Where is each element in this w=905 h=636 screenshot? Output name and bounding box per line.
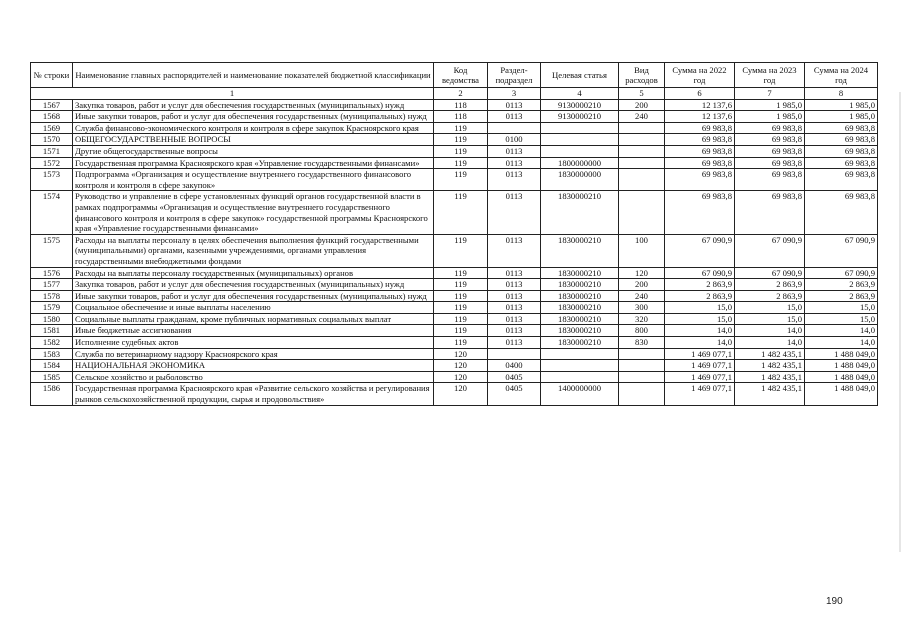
sum-2023-cell: 69 983,8 xyxy=(735,157,805,169)
department-code-cell: 119 xyxy=(434,313,488,325)
expense-kind-cell: 300 xyxy=(619,302,665,314)
sum-2022-cell: 69 983,8 xyxy=(665,157,735,169)
sum-2023-cell: 69 983,8 xyxy=(735,122,805,134)
table-row xyxy=(31,99,878,111)
table-row xyxy=(31,145,878,157)
department-code-cell: 119 xyxy=(434,279,488,291)
department-code-cell: 120 xyxy=(434,360,488,372)
row-name-cell: ОБЩЕГОСУДАРСТВЕННЫЕ ВОПРОСЫ xyxy=(73,134,434,146)
target-article-cell: 1830000210 xyxy=(541,279,619,291)
table-row xyxy=(31,169,878,191)
column-number: 4 xyxy=(541,88,619,100)
department-code-cell: 119 xyxy=(434,145,488,157)
expense-kind-cell xyxy=(619,157,665,169)
sum-2022-cell: 67 090,9 xyxy=(665,234,735,267)
table-row xyxy=(31,290,878,302)
row-name-cell: Расходы на выплаты персоналу в целях обеспечения выполнения функций государственными (муниципальными) органами, казенными учреждениями, органами управления государственными внебюджетными фондами xyxy=(73,234,434,267)
department-code-cell: 119 xyxy=(434,169,488,191)
sum-2024-cell: 69 983,8 xyxy=(805,191,878,234)
sum-2022-cell: 1 469 077,1 xyxy=(665,383,735,405)
row-name-cell: Служба финансово-экономического контроля и контроля в сфере закупок Красноярского края xyxy=(73,122,434,134)
sum-2023-cell: 14,0 xyxy=(735,337,805,349)
expense-kind-cell: 200 xyxy=(619,99,665,111)
section-cell xyxy=(488,122,541,134)
sum-2023-cell: 69 983,8 xyxy=(735,169,805,191)
table-row xyxy=(31,360,878,372)
section-cell: 0113 xyxy=(488,337,541,349)
row-name-cell: Иные закупки товаров, работ и услуг для обеспечения государственных (муниципальных) нужд xyxy=(73,111,434,123)
table-row xyxy=(31,191,878,234)
column-number-row xyxy=(31,88,878,100)
sum-2024-cell: 15,0 xyxy=(805,302,878,314)
expense-kind-cell: 240 xyxy=(619,290,665,302)
section-cell: 0113 xyxy=(488,169,541,191)
target-article-cell: 1830000210 xyxy=(541,191,619,234)
sum-2022-cell: 14,0 xyxy=(665,325,735,337)
section-cell: 0113 xyxy=(488,145,541,157)
expense-kind-cell: 800 xyxy=(619,325,665,337)
department-code-cell: 119 xyxy=(434,325,488,337)
table-row xyxy=(31,348,878,360)
department-code-cell: 120 xyxy=(434,371,488,383)
row-number-cell: 1573 xyxy=(31,169,73,191)
sum-2023-cell: 69 983,8 xyxy=(735,145,805,157)
department-code-cell: 120 xyxy=(434,383,488,405)
row-number-cell: 1580 xyxy=(31,313,73,325)
sum-2023-cell: 2 863,9 xyxy=(735,290,805,302)
column-number: 1 xyxy=(31,88,434,100)
row-number-cell: 1579 xyxy=(31,302,73,314)
department-code-cell: 119 xyxy=(434,302,488,314)
sum-2023-cell: 1 482 435,1 xyxy=(735,360,805,372)
row-number-cell: 1585 xyxy=(31,371,73,383)
target-article-cell: 1830000210 xyxy=(541,313,619,325)
expense-kind-cell: 830 xyxy=(619,337,665,349)
row-number-cell: 1570 xyxy=(31,134,73,146)
sum-2022-cell: 2 863,9 xyxy=(665,290,735,302)
row-name-cell: Иные бюджетные ассигнования xyxy=(73,325,434,337)
sum-2024-cell: 67 090,9 xyxy=(805,234,878,267)
table-row xyxy=(31,234,878,267)
sum-2024-cell: 2 863,9 xyxy=(805,279,878,291)
department-code-cell: 118 xyxy=(434,99,488,111)
budget-table xyxy=(30,62,878,406)
row-name-cell: Сельское хозяйство и рыболовство xyxy=(73,371,434,383)
department-code-cell: 119 xyxy=(434,234,488,267)
row-number-cell: 1574 xyxy=(31,191,73,234)
section-cell: 0113 xyxy=(488,279,541,291)
row-number-cell: 1584 xyxy=(31,360,73,372)
sum-2024-cell: 2 863,9 xyxy=(805,290,878,302)
table-row xyxy=(31,371,878,383)
table-row xyxy=(31,267,878,279)
section-cell: 0405 xyxy=(488,371,541,383)
table-row xyxy=(31,337,878,349)
sum-2023-cell: 1 482 435,1 xyxy=(735,348,805,360)
sum-2022-cell: 69 983,8 xyxy=(665,145,735,157)
row-name-cell: Служба по ветеринарному надзору Красноярского края xyxy=(73,348,434,360)
header-department-code: Код ведомства xyxy=(434,63,488,88)
department-code-cell: 119 xyxy=(434,267,488,279)
target-article-cell xyxy=(541,360,619,372)
row-number-cell: 1575 xyxy=(31,234,73,267)
sum-2022-cell: 15,0 xyxy=(665,313,735,325)
header-sum-2024: Сумма на 2024 год xyxy=(805,63,878,88)
row-number-cell: 1577 xyxy=(31,279,73,291)
expense-kind-cell: 100 xyxy=(619,234,665,267)
column-number: 2 xyxy=(434,88,488,100)
sum-2023-cell: 1 985,0 xyxy=(735,99,805,111)
sum-2024-cell: 14,0 xyxy=(805,325,878,337)
sum-2022-cell: 69 983,8 xyxy=(665,191,735,234)
expense-kind-cell xyxy=(619,122,665,134)
target-article-cell: 1830000210 xyxy=(541,267,619,279)
header-sum-2022: Сумма на 2022 год xyxy=(665,63,735,88)
header-name: Наименование главных распорядителей и наименование показателей бюджетной классификации xyxy=(73,63,434,88)
row-number-cell: 1582 xyxy=(31,337,73,349)
expense-kind-cell: 200 xyxy=(619,279,665,291)
expense-kind-cell xyxy=(619,348,665,360)
section-cell: 0113 xyxy=(488,157,541,169)
section-cell: 0113 xyxy=(488,267,541,279)
department-code-cell: 119 xyxy=(434,290,488,302)
sum-2023-cell: 15,0 xyxy=(735,313,805,325)
section-cell: 0113 xyxy=(488,290,541,302)
table-row xyxy=(31,157,878,169)
target-article-cell: 1800000000 xyxy=(541,157,619,169)
sum-2023-cell: 67 090,9 xyxy=(735,234,805,267)
table-body xyxy=(31,99,878,405)
sum-2024-cell: 14,0 xyxy=(805,337,878,349)
department-code-cell: 119 xyxy=(434,191,488,234)
row-name-cell: Закупка товаров, работ и услуг для обеспечения государственных (муниципальных) нужд xyxy=(73,279,434,291)
target-article-cell: 9130000210 xyxy=(541,111,619,123)
sum-2022-cell: 12 137,6 xyxy=(665,111,735,123)
sum-2024-cell: 1 985,0 xyxy=(805,111,878,123)
column-number: 3 xyxy=(488,88,541,100)
expense-kind-cell xyxy=(619,191,665,234)
sum-2024-cell: 69 983,8 xyxy=(805,145,878,157)
department-code-cell: 119 xyxy=(434,337,488,349)
page-number: 190 xyxy=(826,596,843,607)
target-article-cell xyxy=(541,348,619,360)
table-row xyxy=(31,122,878,134)
target-article-cell xyxy=(541,122,619,134)
target-article-cell: 1830000210 xyxy=(541,302,619,314)
section-cell: 0113 xyxy=(488,99,541,111)
sum-2024-cell: 1 488 049,0 xyxy=(805,371,878,383)
expense-kind-cell xyxy=(619,169,665,191)
row-name-cell: Закупка товаров, работ и услуг для обеспечения государственных (муниципальных) нужд xyxy=(73,99,434,111)
row-number-cell: 1569 xyxy=(31,122,73,134)
sum-2023-cell: 69 983,8 xyxy=(735,191,805,234)
expense-kind-cell: 240 xyxy=(619,111,665,123)
sum-2024-cell: 1 488 049,0 xyxy=(805,360,878,372)
target-article-cell: 1830000210 xyxy=(541,234,619,267)
sum-2022-cell: 12 137,6 xyxy=(665,99,735,111)
table-row xyxy=(31,325,878,337)
row-name-cell: Социальные выплаты гражданам, кроме публичных нормативных социальных выплат xyxy=(73,313,434,325)
sum-2022-cell: 69 983,8 xyxy=(665,134,735,146)
table-row xyxy=(31,383,878,405)
sum-2023-cell: 2 863,9 xyxy=(735,279,805,291)
row-number-cell: 1572 xyxy=(31,157,73,169)
sum-2022-cell: 2 863,9 xyxy=(665,279,735,291)
header-target-article: Целевая статья xyxy=(541,63,619,88)
sum-2024-cell: 1 488 049,0 xyxy=(805,348,878,360)
column-number: 5 xyxy=(619,88,665,100)
sum-2024-cell: 15,0 xyxy=(805,313,878,325)
section-cell: 0100 xyxy=(488,134,541,146)
row-name-cell: Расходы на выплаты персоналу государственных (муниципальных) органов xyxy=(73,267,434,279)
section-cell: 0113 xyxy=(488,325,541,337)
table-header-row xyxy=(31,63,878,88)
sum-2024-cell: 69 983,8 xyxy=(805,134,878,146)
table-row xyxy=(31,279,878,291)
table-row xyxy=(31,111,878,123)
row-name-cell: Исполнение судебных актов xyxy=(73,337,434,349)
row-name-cell: Социальное обеспечение и иные выплаты населению xyxy=(73,302,434,314)
expense-kind-cell xyxy=(619,383,665,405)
sum-2024-cell: 69 983,8 xyxy=(805,157,878,169)
department-code-cell: 118 xyxy=(434,111,488,123)
row-number-cell: 1578 xyxy=(31,290,73,302)
department-code-cell: 119 xyxy=(434,157,488,169)
target-article-cell xyxy=(541,134,619,146)
table-row xyxy=(31,134,878,146)
table-row xyxy=(31,302,878,314)
expense-kind-cell: 320 xyxy=(619,313,665,325)
sum-2023-cell: 1 482 435,1 xyxy=(735,371,805,383)
department-code-cell: 119 xyxy=(434,122,488,134)
row-number-cell: 1586 xyxy=(31,383,73,405)
row-name-cell: Государственная программа Красноярского края «Управление государственными финансами» xyxy=(73,157,434,169)
sum-2023-cell: 14,0 xyxy=(735,325,805,337)
header-row-number: № строки xyxy=(31,63,73,88)
row-number-cell: 1583 xyxy=(31,348,73,360)
sum-2022-cell: 15,0 xyxy=(665,302,735,314)
sum-2023-cell: 15,0 xyxy=(735,302,805,314)
target-article-cell: 1830000210 xyxy=(541,290,619,302)
expense-kind-cell xyxy=(619,145,665,157)
expense-kind-cell xyxy=(619,371,665,383)
sum-2023-cell: 1 482 435,1 xyxy=(735,383,805,405)
sum-2024-cell: 1 985,0 xyxy=(805,99,878,111)
sum-2022-cell: 67 090,9 xyxy=(665,267,735,279)
target-article-cell xyxy=(541,145,619,157)
header-expense-kind: Вид расходов xyxy=(619,63,665,88)
row-name-cell: Государственная программа Красноярского края «Развитие сельского хозяйства и регулирования рынков сельскохозяйственной продукции, сырья и продовольствия» xyxy=(73,383,434,405)
sum-2022-cell: 1 469 077,1 xyxy=(665,348,735,360)
sum-2022-cell: 14,0 xyxy=(665,337,735,349)
target-article-cell: 9130000210 xyxy=(541,99,619,111)
row-name-cell: Другие общегосударственные вопросы xyxy=(73,145,434,157)
column-number: 7 xyxy=(735,88,805,100)
row-name-cell: Руководство и управление в сфере установленных функций органов государственной власти в рамках подпрограммы «Организация и осуществление внутреннего государственного финансового контроля и контроля в сфере закупок» государственной программы Красноярского края «Управление государственными финансами» xyxy=(73,191,434,234)
department-code-cell: 120 xyxy=(434,348,488,360)
sum-2022-cell: 69 983,8 xyxy=(665,122,735,134)
section-cell xyxy=(488,348,541,360)
sum-2023-cell: 69 983,8 xyxy=(735,134,805,146)
sum-2024-cell: 69 983,8 xyxy=(805,122,878,134)
row-number-cell: 1567 xyxy=(31,99,73,111)
row-name-cell: Иные закупки товаров, работ и услуг для обеспечения государственных (муниципальных) нужд xyxy=(73,290,434,302)
target-article-cell: 1400000000 xyxy=(541,383,619,405)
sum-2024-cell: 67 090,9 xyxy=(805,267,878,279)
expense-kind-cell xyxy=(619,360,665,372)
column-number: 8 xyxy=(805,88,878,100)
page-edge-shadow xyxy=(899,92,901,552)
header-sum-2023: Сумма на 2023 год xyxy=(735,63,805,88)
target-article-cell: 1830000000 xyxy=(541,169,619,191)
sum-2024-cell: 1 488 049,0 xyxy=(805,383,878,405)
row-number-cell: 1571 xyxy=(31,145,73,157)
header-section: Раздел-подраздел xyxy=(488,63,541,88)
target-article-cell: 1830000210 xyxy=(541,337,619,349)
department-code-cell: 119 xyxy=(434,134,488,146)
sum-2024-cell: 69 983,8 xyxy=(805,169,878,191)
sum-2023-cell: 1 985,0 xyxy=(735,111,805,123)
section-cell: 0400 xyxy=(488,360,541,372)
sum-2022-cell: 1 469 077,1 xyxy=(665,360,735,372)
section-cell: 0113 xyxy=(488,302,541,314)
row-name-cell: НАЦИОНАЛЬНАЯ ЭКОНОМИКА xyxy=(73,360,434,372)
section-cell: 0405 xyxy=(488,383,541,405)
section-cell: 0113 xyxy=(488,313,541,325)
row-number-cell: 1576 xyxy=(31,267,73,279)
sum-2022-cell: 69 983,8 xyxy=(665,169,735,191)
section-cell: 0113 xyxy=(488,191,541,234)
row-number-cell: 1568 xyxy=(31,111,73,123)
target-article-cell: 1830000210 xyxy=(541,325,619,337)
sum-2023-cell: 67 090,9 xyxy=(735,267,805,279)
expense-kind-cell xyxy=(619,134,665,146)
section-cell: 0113 xyxy=(488,111,541,123)
target-article-cell xyxy=(541,371,619,383)
table-row xyxy=(31,313,878,325)
expense-kind-cell: 120 xyxy=(619,267,665,279)
row-number-cell: 1581 xyxy=(31,325,73,337)
column-number: 6 xyxy=(665,88,735,100)
sum-2022-cell: 1 469 077,1 xyxy=(665,371,735,383)
section-cell: 0113 xyxy=(488,234,541,267)
row-name-cell: Подпрограмма «Организация и осуществление внутреннего государственного финансового контроля и контроля в сфере закупок» xyxy=(73,169,434,191)
